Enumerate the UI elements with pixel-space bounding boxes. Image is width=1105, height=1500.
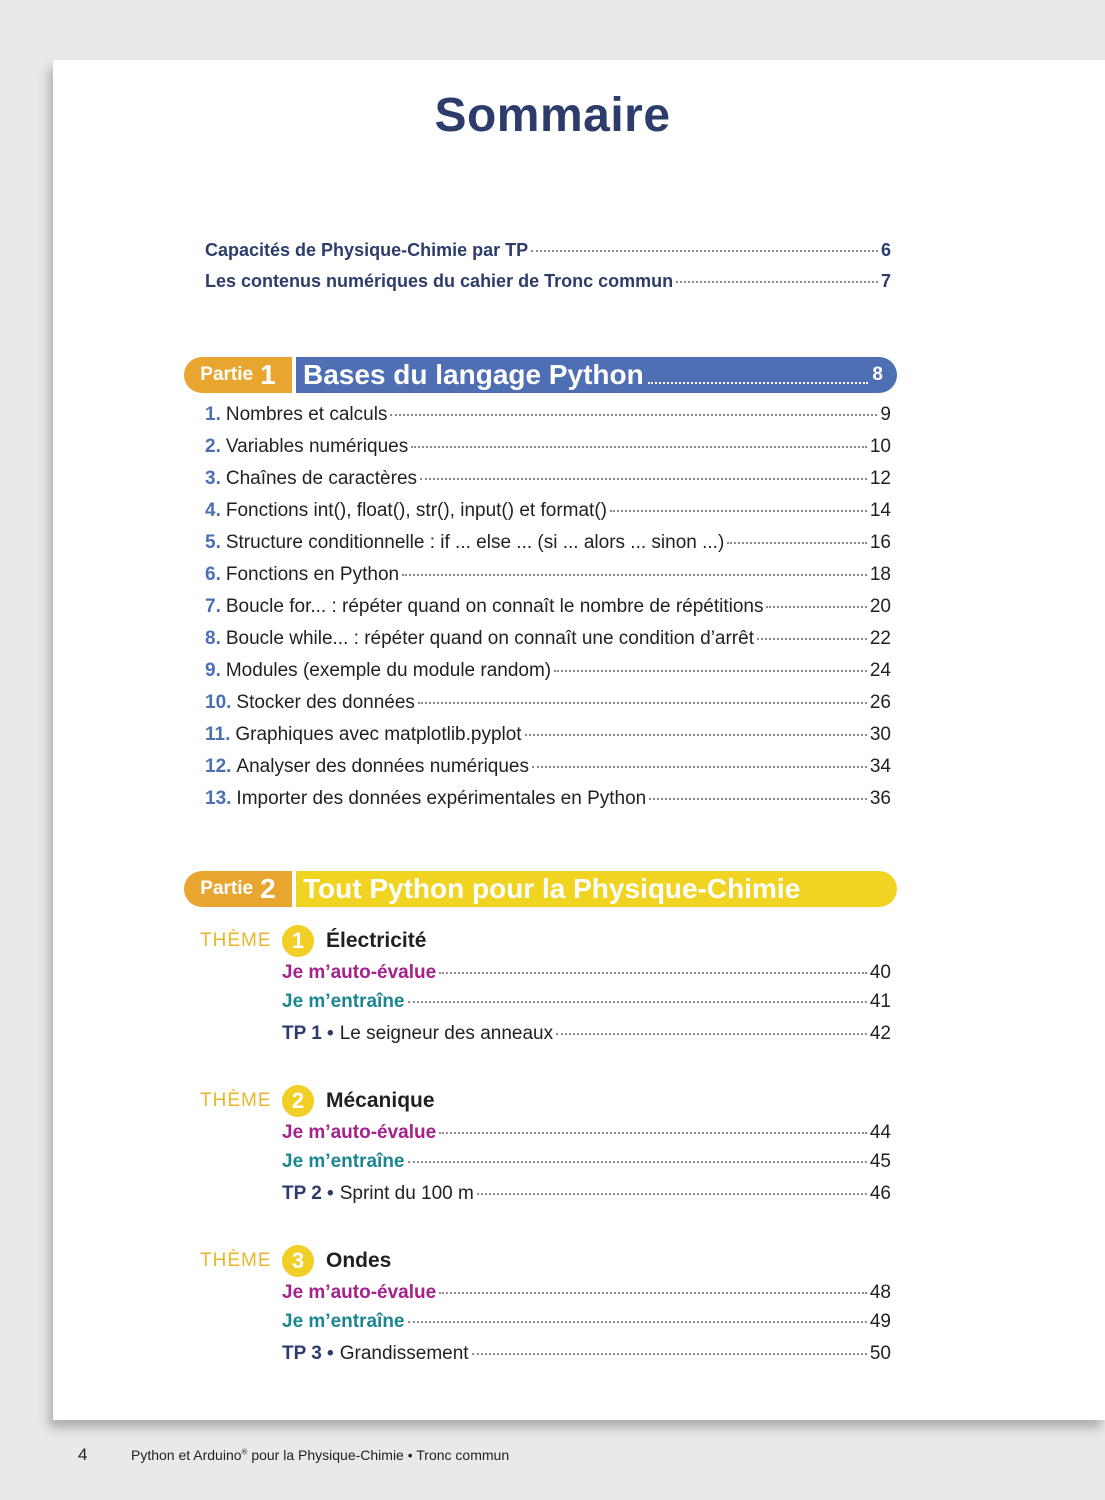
theme-name: Ondes [326, 1249, 392, 1272]
toc-item[interactable] [205, 468, 891, 498]
toc-item-number: 2. [205, 436, 221, 457]
toc-item-page: 24 [869, 660, 891, 681]
theme-3-entrainement[interactable]: Je m’entraîne 49 [282, 1311, 891, 1332]
footer [78, 1445, 509, 1465]
toc-item-label: Fonctions en Python [225, 564, 400, 585]
part-2-title-bar [296, 871, 897, 907]
toc-item[interactable] [205, 596, 891, 626]
toc-item-number: 8. [205, 628, 221, 649]
toc-item[interactable] [205, 628, 891, 658]
part-2-header[interactable] [184, 871, 897, 907]
theme-3-tp[interactable] [282, 1343, 891, 1373]
theme-number-badge: 2 [282, 1085, 314, 1117]
toc-item-page: 26 [869, 692, 891, 713]
toc-item-page: 16 [869, 532, 891, 553]
theme-2-tp[interactable] [282, 1183, 891, 1213]
theme-1-header[interactable] [200, 924, 426, 958]
part-1-page: 8 [872, 364, 883, 385]
footer-book-title: Python et Arduino® pour la Physique-Chimie • Tronc commun [131, 1447, 510, 1463]
toc-item[interactable] [205, 692, 891, 722]
toc-item-label: Stocker des données [236, 692, 415, 713]
toc-item-number: 10. [205, 692, 232, 713]
footer-page-number: 4 [78, 1445, 88, 1464]
toc-item[interactable] [205, 756, 891, 786]
theme-1-tp[interactable] [282, 1023, 891, 1053]
toc-item[interactable] [205, 788, 891, 818]
tp-label: Sprint du 100 m [339, 1183, 474, 1204]
toc-item-page: 22 [869, 628, 891, 649]
toc-item-page: 20 [869, 596, 891, 617]
theme-number-badge: 1 [282, 925, 314, 957]
theme-1-auto-evaluation[interactable]: Je m’auto-évalue 40 [282, 962, 891, 983]
toc-item-label: Structure conditionnelle : if ... else ... (si ... alors ... sinon ...) [225, 532, 725, 553]
part-1-title-bar [296, 357, 897, 393]
toc-item-number: 13. [205, 788, 232, 809]
theme-label: THÈME [200, 930, 272, 951]
tp-page: 50 [869, 1343, 891, 1364]
toc-item-page: 12 [869, 468, 891, 489]
toc-item-number: 7. [205, 596, 221, 617]
toc-intro-contenus[interactable]: Les contenus numériques du cahier de Tronc commun 7 [205, 271, 891, 291]
toc-item-page: 30 [869, 724, 891, 745]
toc-item-number: 12. [205, 756, 232, 777]
tp-code: TP 2 • [282, 1183, 334, 1204]
toc-intro-capacites[interactable]: Capacités de Physique-Chimie par TP 6 [205, 240, 891, 260]
tp-page: 46 [869, 1183, 891, 1204]
toc-item[interactable] [205, 500, 891, 530]
toc-item-number: 1. [205, 404, 221, 425]
toc-item[interactable] [205, 660, 891, 690]
toc-item-page: 18 [869, 564, 891, 585]
tp-label: Le seigneur des anneaux [339, 1023, 554, 1044]
toc-item[interactable] [205, 564, 891, 594]
theme-number-badge: 3 [282, 1245, 314, 1277]
toc-item-label: Modules (exemple du module random) [225, 660, 552, 681]
tp-code: TP 1 • [282, 1023, 334, 1044]
part-1-badge: Partie 1 [184, 357, 292, 393]
tp-page: 42 [869, 1023, 891, 1044]
toc-item-page: 34 [869, 756, 891, 777]
toc-item-number: 3. [205, 468, 221, 489]
toc-item-label: Boucle for... : répéter quand on connaît le nombre de répétitions [225, 596, 764, 617]
theme-name: Électricité [326, 929, 427, 952]
toc-item[interactable] [205, 724, 891, 754]
theme-2-entrainement[interactable]: Je m’entraîne 45 [282, 1151, 891, 1172]
part-1-header[interactable] [184, 357, 897, 393]
toc-item-number: 6. [205, 564, 221, 585]
toc-item-page: 14 [869, 500, 891, 521]
tp-label: Grandissement [339, 1343, 469, 1364]
page-title: Sommaire [434, 89, 671, 142]
toc-item-label: Nombres et calculs [225, 404, 388, 425]
toc-item-label: Importer des données expérimentales en Python [236, 788, 647, 809]
toc-item-label: Graphiques avec matplotlib.pyplot [235, 724, 522, 745]
toc-item-label: Fonctions int(), float(), str(), input() et format() [225, 500, 607, 521]
theme-2-header[interactable] [200, 1084, 435, 1118]
toc-item-page: 36 [869, 788, 891, 809]
toc-item-label: Analyser des données numériques [236, 756, 529, 777]
part-2-badge: Partie 2 [184, 871, 292, 907]
toc-item[interactable] [205, 436, 891, 466]
theme-label: THÈME [200, 1090, 272, 1111]
toc-item-number: 11. [205, 724, 231, 745]
toc-item[interactable] [205, 404, 891, 434]
tp-code: TP 3 • [282, 1343, 334, 1364]
theme-2-auto-evaluation[interactable]: Je m’auto-évalue 44 [282, 1122, 891, 1143]
toc-item-page: 9 [880, 404, 891, 425]
theme-3-auto-evaluation[interactable]: Je m’auto-évalue 48 [282, 1282, 891, 1303]
toc-item-page: 10 [869, 436, 891, 457]
part-1-title: Bases du langage Python [303, 359, 644, 390]
toc-item[interactable] [205, 532, 891, 562]
toc-item-label: Variables numériques [225, 436, 409, 457]
theme-1-entrainement[interactable]: Je m’entraîne 41 [282, 991, 891, 1012]
part-2-title: Tout Python pour la Physique-Chimie [303, 873, 801, 904]
toc-item-number: 4. [205, 500, 221, 521]
toc-item-label: Chaînes de caractères [225, 468, 418, 489]
toc-item-number: 9. [205, 660, 221, 681]
toc-item-number: 5. [205, 532, 221, 553]
toc-item-label: Boucle while... : répéter quand on connaît une condition d’arrêt [225, 628, 754, 649]
theme-3-header[interactable] [200, 1244, 391, 1278]
theme-label: THÈME [200, 1250, 272, 1271]
theme-name: Mécanique [326, 1089, 435, 1112]
